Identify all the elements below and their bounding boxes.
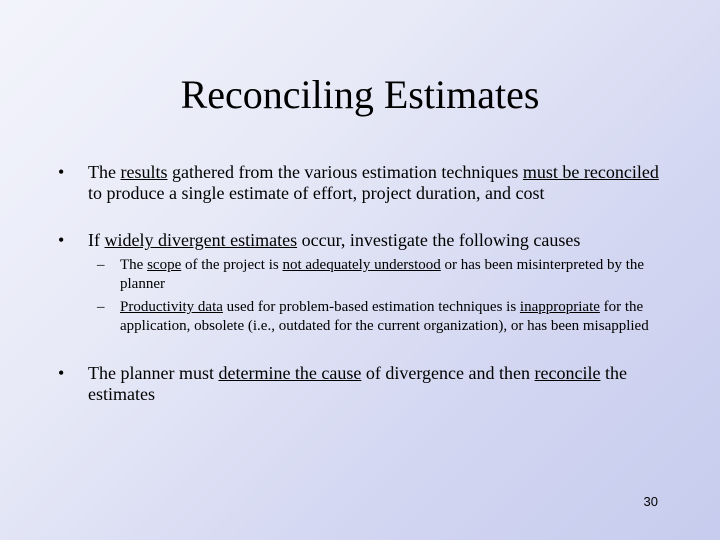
bullet-marker: • xyxy=(58,162,65,182)
bullet-text xyxy=(88,363,668,405)
bullet-text xyxy=(88,162,668,204)
slide-title: Reconciling Estimates xyxy=(180,72,540,117)
underlined-text: scope xyxy=(147,257,182,273)
page-number: 30 xyxy=(643,494,658,509)
text-segment: occur, investigate the following causes xyxy=(297,230,581,250)
underlined-text: not adequately understood xyxy=(282,257,441,273)
bullet-item xyxy=(58,162,668,204)
text-segment: of the project is xyxy=(181,257,283,273)
underlined-text: results xyxy=(120,162,168,182)
text-segment: used for problem-based estimation techniques is xyxy=(222,299,520,315)
underlined-text: widely divergent estimates xyxy=(104,230,298,250)
text-segment: gathered from the various estimation techniques xyxy=(167,162,523,182)
sub-bullet-marker: – xyxy=(97,257,105,273)
sub-bullet-marker: – xyxy=(97,299,105,315)
text-segment: The planner must xyxy=(88,363,219,383)
bullet-marker: • xyxy=(58,363,65,383)
text-segment: to produce a single estimate of effort, project duration, and cost xyxy=(88,183,545,203)
text-segment: The xyxy=(120,257,148,273)
bullet-item xyxy=(58,230,668,251)
text-segment: the estimates xyxy=(88,363,627,404)
sub-bullet-text xyxy=(120,256,657,294)
sub-bullet-text xyxy=(120,298,657,336)
underlined-text: reconcile xyxy=(534,363,601,383)
text-segment: for the application, obsolete (i.e., outdated for the current organization), or has been misapplied xyxy=(120,299,649,334)
underlined-text: determine the cause xyxy=(218,363,362,383)
text-segment: or has been misinterpreted by the planner xyxy=(120,257,645,292)
text-segment: of divergence and then xyxy=(361,363,535,383)
sub-bullet-item xyxy=(97,256,657,294)
underlined-text: inappropriate xyxy=(519,299,600,315)
text-segment: The xyxy=(88,162,121,182)
bullet-item xyxy=(58,363,668,405)
underlined-text: must be reconciled xyxy=(522,162,659,182)
bullet-text xyxy=(88,230,668,251)
underlined-text: Productivity data xyxy=(120,299,223,315)
text-segment: If xyxy=(88,230,105,250)
bullet-marker: • xyxy=(58,230,65,250)
sub-bullet-item xyxy=(97,298,657,336)
